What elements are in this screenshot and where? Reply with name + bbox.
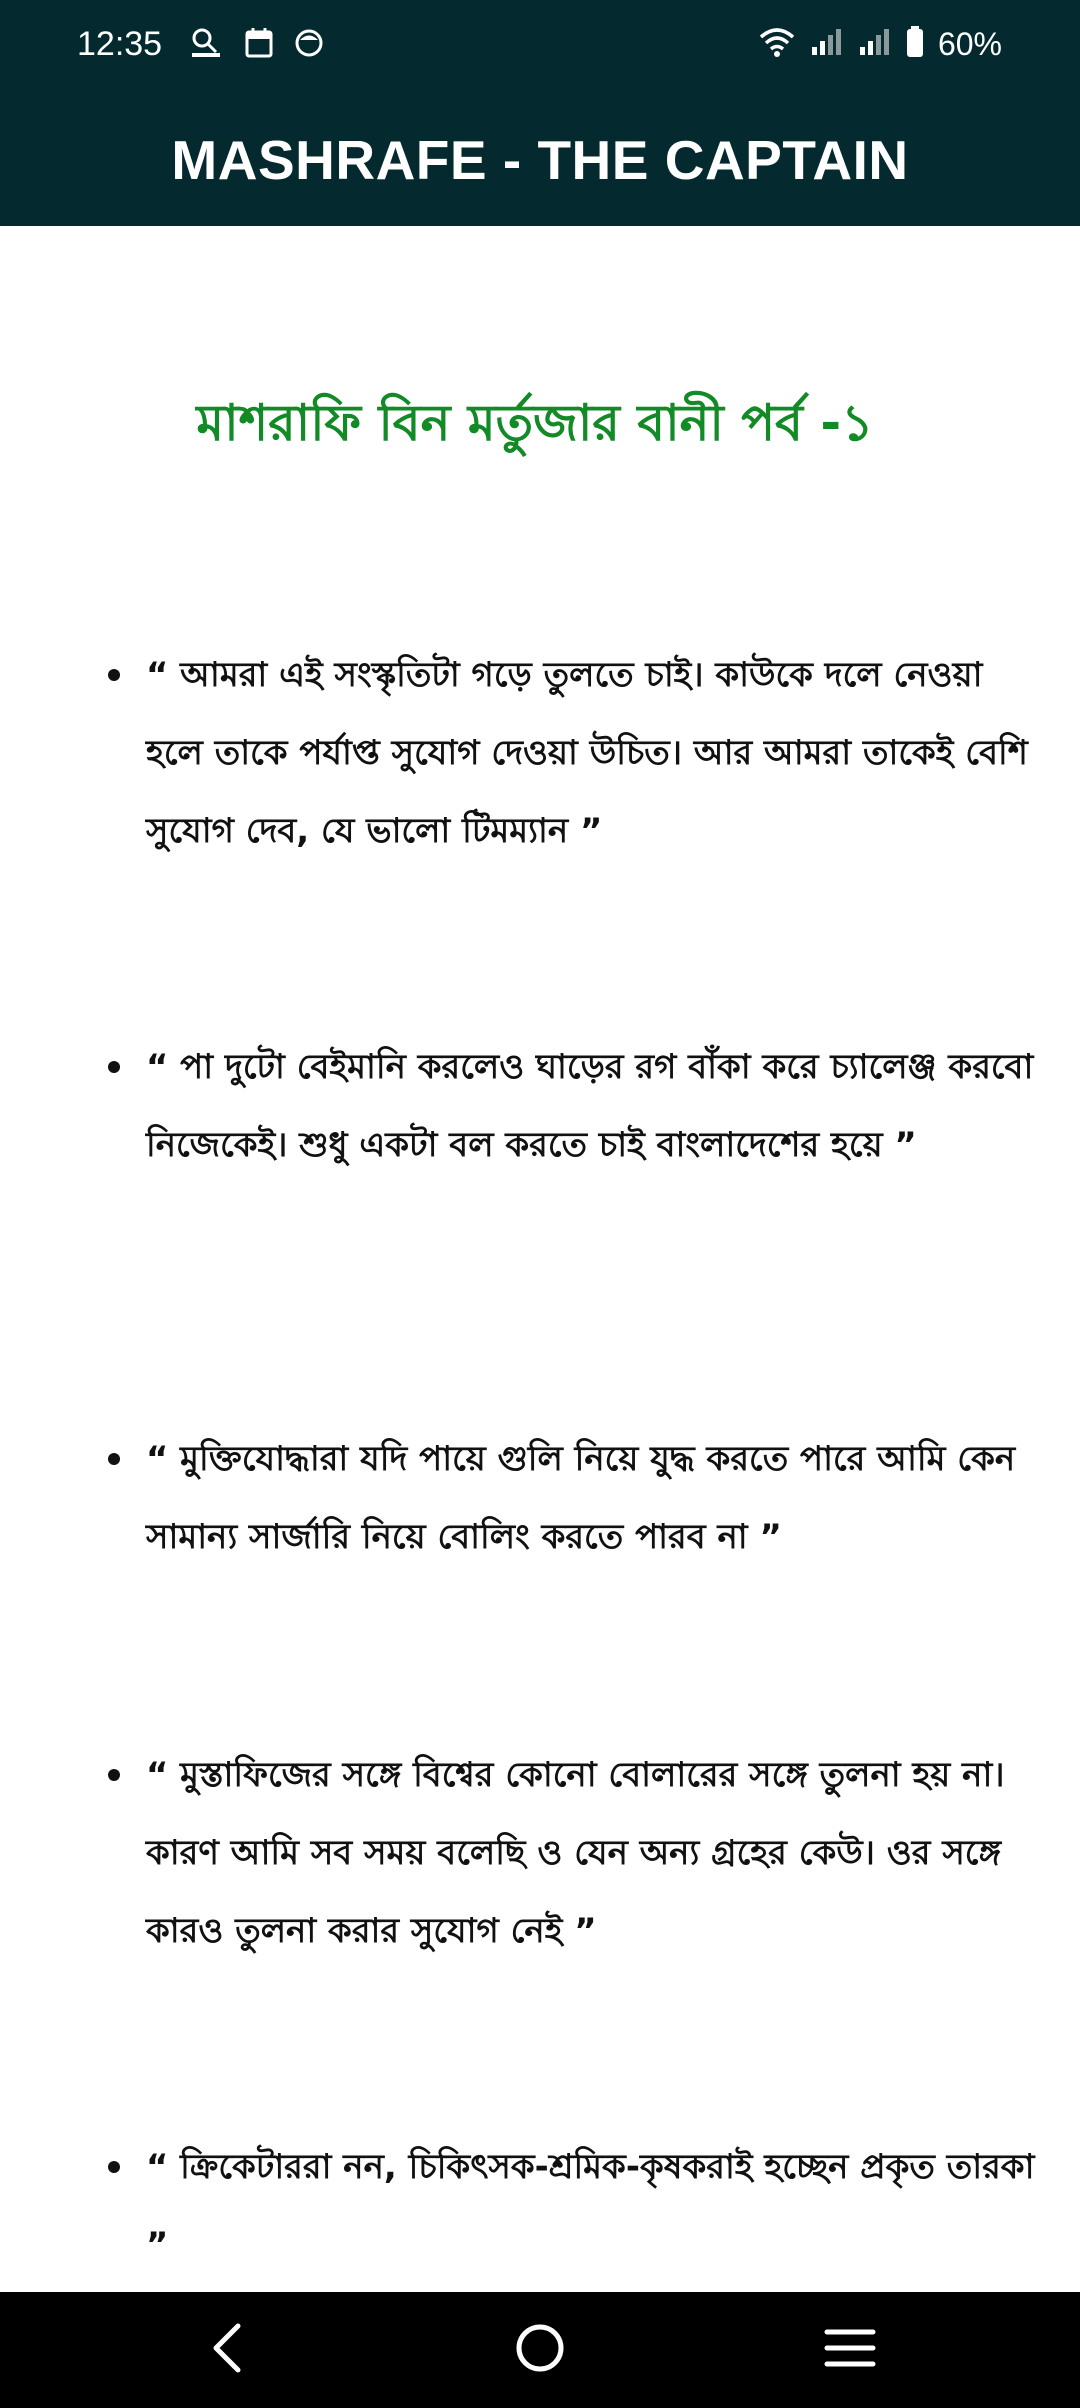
back-icon bbox=[208, 2322, 248, 2378]
recents-button[interactable] bbox=[820, 2320, 880, 2380]
battery-icon bbox=[906, 26, 924, 62]
battery-percentage: 60% bbox=[937, 26, 1002, 62]
list-item bbox=[108, 1028, 1048, 1184]
list-item bbox=[108, 2128, 1048, 2284]
app-face-icon bbox=[294, 28, 324, 62]
navigation-bar bbox=[0, 2292, 1080, 2408]
status-right bbox=[758, 22, 1002, 66]
home-icon bbox=[514, 2322, 566, 2378]
bullet-icon bbox=[108, 1453, 120, 1465]
bullet-icon bbox=[108, 1061, 120, 1073]
quote-text: “ আমরা এই সংস্কৃতিটা গড়ে তুলতে চাই। কাউকে দলে নেওয়া হলে তাকে পর্যাপ্ত সুযোগ দেওয়া উচিত। আর আমরা তাকেই বেশি সুযোগ দেব, যে ভালো টিমম্যান ” bbox=[146, 655, 1028, 851]
back-button[interactable] bbox=[198, 2320, 258, 2380]
list-item bbox=[108, 1736, 1048, 1970]
bullet-icon bbox=[108, 2161, 120, 2173]
list-item bbox=[108, 636, 1048, 870]
bullet-icon bbox=[108, 1769, 120, 1781]
app-title: MASHRAFE - THE CAPTAIN bbox=[171, 129, 909, 191]
recents-icon bbox=[824, 2326, 876, 2374]
news-icon bbox=[190, 26, 224, 64]
bullet-icon bbox=[108, 669, 120, 681]
top-bar bbox=[0, 0, 1080, 226]
quote-text: “ পা দুটো বেইমানি করলেও ঘাড়ের রগ বাঁকা করে চ্যালেঞ্জ করবো নিজেকেই। শুধু একটা বল করতে চাই বাংলাদেশের হয়ে ” bbox=[146, 1047, 1034, 1165]
quote-text: “ ক্রিকেটাররা নন, চিকিৎসক-শ্রমিক-কৃষকরাই হচ্ছেন প্রকৃত তারকা ” bbox=[146, 2147, 1035, 2265]
status-time: 12:35 bbox=[77, 25, 163, 63]
quote-text: “ মুক্তিযোদ্ধারা যদি পায়ে গুলি নিয়ে যুদ্ধ করতে পারে আমি কেন সামান্য সার্জারি নিয়ে বোলিং করতে পারব না ” bbox=[146, 1439, 1016, 1557]
wifi-icon bbox=[758, 25, 796, 63]
page-heading: মাশরাফি বিন মর্তুজার বানী পর্ব -১ bbox=[196, 394, 874, 452]
quotes-content[interactable] bbox=[0, 226, 1080, 2292]
signal-icon bbox=[858, 27, 892, 61]
quote-text: “ মুস্তাফিজের সঙ্গে বিশ্বের কোনো বোলারের সঙ্গে তুলনা হয় না। কারণ আমি সব সময় বলেছি ও যেন অন্য গ্রহের কেউ। ওর সঙ্গে কারও তুলনা করার সুযোগ নেই ” bbox=[146, 1755, 1005, 1951]
list-item bbox=[108, 1420, 1048, 1576]
calendar-icon bbox=[244, 27, 274, 63]
status-bar bbox=[0, 0, 1080, 90]
status-left-icons bbox=[190, 26, 324, 64]
signal-icon bbox=[810, 27, 844, 61]
home-button[interactable] bbox=[510, 2320, 570, 2380]
